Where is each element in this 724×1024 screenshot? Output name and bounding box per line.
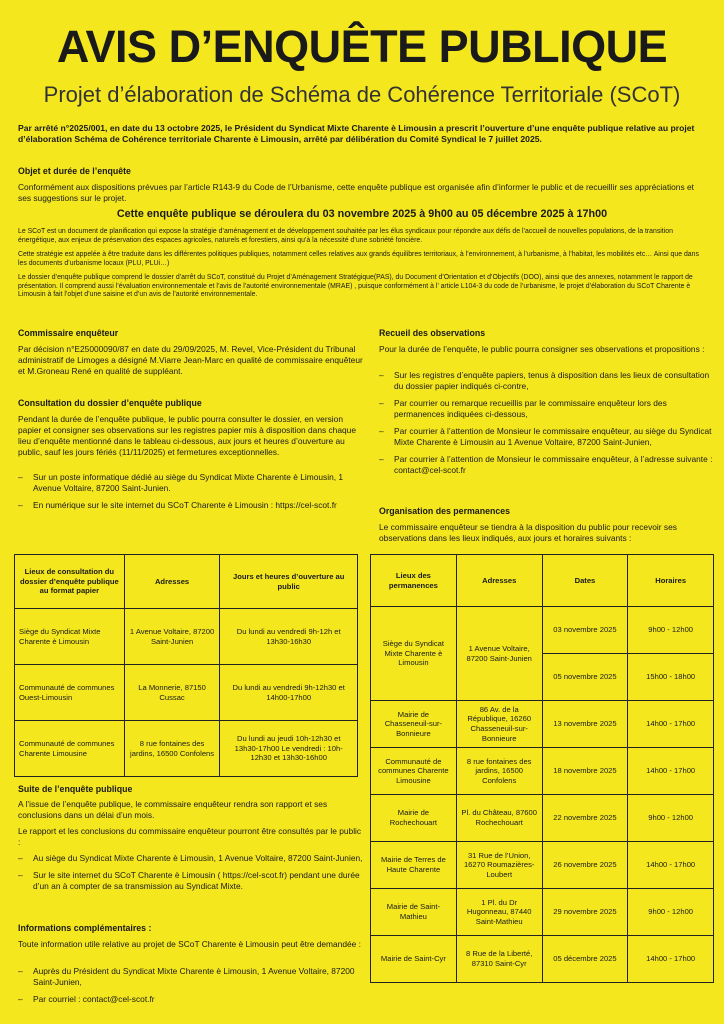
list-item: – Sur le site internet du SCoT Charente è Limousin ( https://cel-scot.fr) pendant une durée d’un an à compter de sa transmission au Syndicat Mixte. <box>18 870 368 892</box>
table-cell: Siège du Syndicat Mixte Charente è Limousin <box>371 607 457 701</box>
list-item: – Sur un poste informatique dédié au siège du Syndicat Mixte Charente è Limousin, 1 Avenue Voltaire, 87200 Saint-Junien. <box>18 472 363 494</box>
column-header: Dates <box>542 555 628 607</box>
page-title: AVIS D’ENQUÊTE PUBLIQUE <box>56 21 668 72</box>
intro-text: Par arrêté n°2025/001, en date du 13 octobre 2025, le Président du Syndicat Mixte Charente è Limousin a prescrit l’ouverture d’une enquête publique relative au projet d’élaboration Schéma de Cohérence territoriale Charente è Limousin, arrêté par délibération du Comité Syndical le 7 juillet 2025. <box>18 123 695 144</box>
recueil-text: Pour la durée de l’enquête, le public pourra consigner ses observations et propositions : <box>379 344 705 354</box>
consultation-heading: Consultation du dossier d’enquête publique <box>18 398 202 408</box>
table-row <box>15 721 358 777</box>
table-cell: 29 novembre 2025 <box>542 889 628 936</box>
commissaire-heading: Commissaire enquêteur <box>18 328 119 338</box>
table-cell: Du lundi au jeudi 10h-12h30 et 13h30-17h00 Le vendredi : 10h-12h30 et 13h30-16h00 <box>220 721 358 777</box>
table-cell: 86 Av. de la République, 16260 Chasseneuil-sur-Bonnieure <box>456 701 542 748</box>
table-row <box>371 607 714 654</box>
table-cell: Communauté de communes Charente Limousine <box>15 721 125 777</box>
table-header-row <box>371 555 714 607</box>
table-cell: 13 novembre 2025 <box>542 701 628 748</box>
table-cell: 31 Rue de l’Union, 16270 Roumazières-Loubert <box>456 842 542 889</box>
objet-paragraph-4: Le dossier d’enquête publique comprend le dossier d’arrêt du SCoT, constitué du Projet d’Aménagement Stratégique(PAS), du Document d’Orientation et d’Objectifs (DOO), ainsi que des annexes, notamment le rapport de présentation. Il comprend aussi l’évaluation environnementale et l’avis de l’autorité environnementale (MRAE) , puisque conformément à l’ article L104-3 du code de l’urbanisme, le projet d’élaboration du SCoT Charente è Limousin à fait l’objet d’une saisine et d’un avis de l’autorité environnementale. <box>18 274 693 299</box>
table-cell: Pl. du Château, 87600 Rochechouart <box>456 795 542 842</box>
column-header: Lieux de consultation du dossier d’enquête publique au format papier <box>15 555 125 609</box>
table-cell: 14h00 - 17h00 <box>628 842 714 889</box>
table-cell: Mairie de Terres de Haute Charente <box>371 842 457 889</box>
table-cell: 8 Rue de la Liberté, 87310 Saint-Cyr <box>456 936 542 983</box>
table-cell: La Monnerie, 87150 Cussac <box>124 665 220 721</box>
table-cell: 15h00 - 18h00 <box>628 654 714 701</box>
table-row <box>371 889 714 936</box>
page-subtitle: Projet d’élaboration de Schéma de Cohérence Territoriale (SCoT) <box>43 82 681 107</box>
table-cell: 9h00 - 12h00 <box>628 795 714 842</box>
table-row <box>15 665 358 721</box>
commissaire-text: Par décision n°E25000090/87 en date du 29/09/2025, M. Revel, Vice-Président du Tribunal administratif de Limoges a désigné M.Viarre Jean-Marc en qualité de commissaire enquêteur et M.Groneau René en qualité de suppléant. <box>18 344 363 376</box>
objet-paragraph-2: Le SCoT est un document de planification qui expose la stratégie d’aménagement et de développement souhaitée par les élus syndicaux pour répondre aux défis de l’accueil de nouvelles populations, de la transition énergétique, aux enjeux de préservation des espaces agricoles, naturels et forestiers, ainsi qu’à la nécessité d’une sobriété foncière. <box>18 228 673 244</box>
list-item: – Auprès du Président du Syndicat Mixte Charente è Limousin, 1 Avenue Voltaire, 87200 Saint-Junien, <box>18 966 363 988</box>
column-header: Horaires <box>628 555 714 607</box>
table-row <box>371 842 714 889</box>
list-item: – Au siège du Syndicat Mixte Charente è Limousin, 1 Avenue Voltaire, 87200 Saint-Junien, <box>18 853 368 864</box>
column-header: Jours et heures d’ouverture au public <box>220 555 358 609</box>
table-cell: Communauté de communes Ouest-Limousin <box>15 665 125 721</box>
consultation-text: Pendant la durée de l’enquête publique, le public pourra consulter le dossier, en version papier et consigner ses observations sur les registres papier mis à disposition dans chaque lieu d’enquête mentionné dans le tableau ci-dessous, aux jours et heures d’ouverture au public, sauf les jours fériés (11/11/2025) et fermetures exceptionnelles. <box>18 414 356 457</box>
table-cell: 18 novembre 2025 <box>542 748 628 795</box>
table-cell: Mairie de Saint-Cyr <box>371 936 457 983</box>
table-cell: 22 novembre 2025 <box>542 795 628 842</box>
table-cell: Du lundi au vendredi 9h-12h30 et 14h00-17h00 <box>220 665 358 721</box>
suite-paragraph-2: Le rapport et les conclusions du commissaire enquêteur pourront être consultés par le public : <box>18 826 362 847</box>
table-cell: 14h00 - 17h00 <box>628 748 714 795</box>
table-cell: 05 novembre 2025 <box>542 654 628 701</box>
recueil-list <box>379 370 719 482</box>
table-cell: Mairie de Saint-Mathieu <box>371 889 457 936</box>
table-cell: 26 novembre 2025 <box>542 842 628 889</box>
column-header: Adresses <box>456 555 542 607</box>
table-cell: 9h00 - 12h00 <box>628 607 714 654</box>
table-row <box>371 936 714 983</box>
consultation-list <box>18 472 363 517</box>
recueil-heading: Recueil des observations <box>379 328 486 338</box>
table-cell: 9h00 - 12h00 <box>628 889 714 936</box>
table-cell: 1 Pl. du Dr Hugonneau, 87440 Saint-Mathieu <box>456 889 542 936</box>
list-item: – Par courriel : contact@cel-scot.fr <box>18 994 363 1005</box>
table-row <box>15 609 358 665</box>
table-header-row <box>15 555 358 609</box>
column-header: Adresses <box>124 555 220 609</box>
enquete-dates: Cette enquête publique se déroulera du 03 novembre 2025 à 9h00 au 05 décembre 2025 à 17h00 <box>116 208 608 220</box>
infos-list <box>18 966 363 1011</box>
list-item: – Par courrier ou remarque recueillis par le commissaire enquêteur lors des permanences indiquées ci-dessous, <box>379 398 719 420</box>
table-cell: 14h00 - 17h00 <box>628 701 714 748</box>
table-cell: Du lundi au vendredi 9h-12h et 13h30-16h30 <box>220 609 358 665</box>
infos-heading: Informations complémentaires : <box>18 923 152 933</box>
table-cell: 14h00 - 17h00 <box>628 936 714 983</box>
list-item: – Sur les registres d’enquête papiers, tenus à disposition dans les lieux de consultation du dossier papier indiqués ci-contre, <box>379 370 719 392</box>
table-cell: 8 rue fontaines des jardins, 16500 Confolens <box>124 721 220 777</box>
table-cell: Communauté de communes Charente Limousine <box>371 748 457 795</box>
infos-text: Toute information utile relative au projet de SCoT Charente è Limousin peut être demandée : <box>18 939 361 949</box>
table-row <box>371 795 714 842</box>
list-item: – Par courrier à l’attention de Monsieur le commissaire enquêteur, au siège du Syndicat Mixte Charente è Limousin au 1 Avenue Voltaire, 87200 Saint-Junien, <box>379 426 719 448</box>
objet-heading: Objet et durée de l’enquête <box>18 166 131 176</box>
permanences-heading: Organisation des permanences <box>379 506 511 516</box>
table-cell: 1 Avenue Voltaire, 87200 Saint-Junien <box>456 607 542 701</box>
table-cell: Mairie de Rochechouart <box>371 795 457 842</box>
table-row <box>371 748 714 795</box>
table-cell: 05 décembre 2025 <box>542 936 628 983</box>
column-header: Lieux des permanences <box>371 555 457 607</box>
suite-paragraph-1: A l’issue de l’enquête publique, le commissaire enquêteur rendra son rapport et ses conclusions dans un délai d’un mois. <box>18 799 328 820</box>
suite-heading: Suite de l’enquête publique <box>18 784 133 794</box>
table-cell: Mairie de Chasseneuil-sur-Bonnieure <box>371 701 457 748</box>
table-cell: Siège du Syndicat Mixte Charente è Limousin <box>15 609 125 665</box>
permanences-table <box>370 554 714 983</box>
list-item: – En numérique sur le site internet du SCoT Charente è Limousin : https://cel-scot.fr <box>18 500 363 511</box>
permanences-text: Le commissaire enquêteur se tiendra à la disposition du public pour recevoir ses observations dans les lieux indiqués, aux jours et horaires suivants : <box>379 522 677 543</box>
consultation-table <box>14 554 358 777</box>
list-item: – Par courrier à l’attention de Monsieur le commissaire enquêteur, à l’adresse suivante : contact@cel-scot.fr <box>379 454 719 476</box>
table-cell: 03 novembre 2025 <box>542 607 628 654</box>
objet-paragraph-3: Cette stratégie est appelée à être traduite dans les différentes politiques publiques, notamment celles relatives aux grands équilibres territoriaux, à l’environnement, à l’urbanisme, à l’habitat, les mobilités etc… Ainsi que dans les documents d’urbanisme locaux (PLU, PLUi…) <box>18 251 699 267</box>
table-cell: 8 rue fontaines des jardins, 16500 Confolens <box>456 748 542 795</box>
objet-paragraph-1: Conformément aux dispositions prévues par l’article R143-9 du Code de l’Urbanisme, cette enquête publique est organisée afin d’informer le public et de recueillir ses appréciations et ses suggestions sur le projet. <box>18 182 694 203</box>
table-row <box>371 701 714 748</box>
suite-list <box>18 853 368 898</box>
table-cell: 1 Avenue Voltaire, 87200 Saint-Junien <box>124 609 220 665</box>
